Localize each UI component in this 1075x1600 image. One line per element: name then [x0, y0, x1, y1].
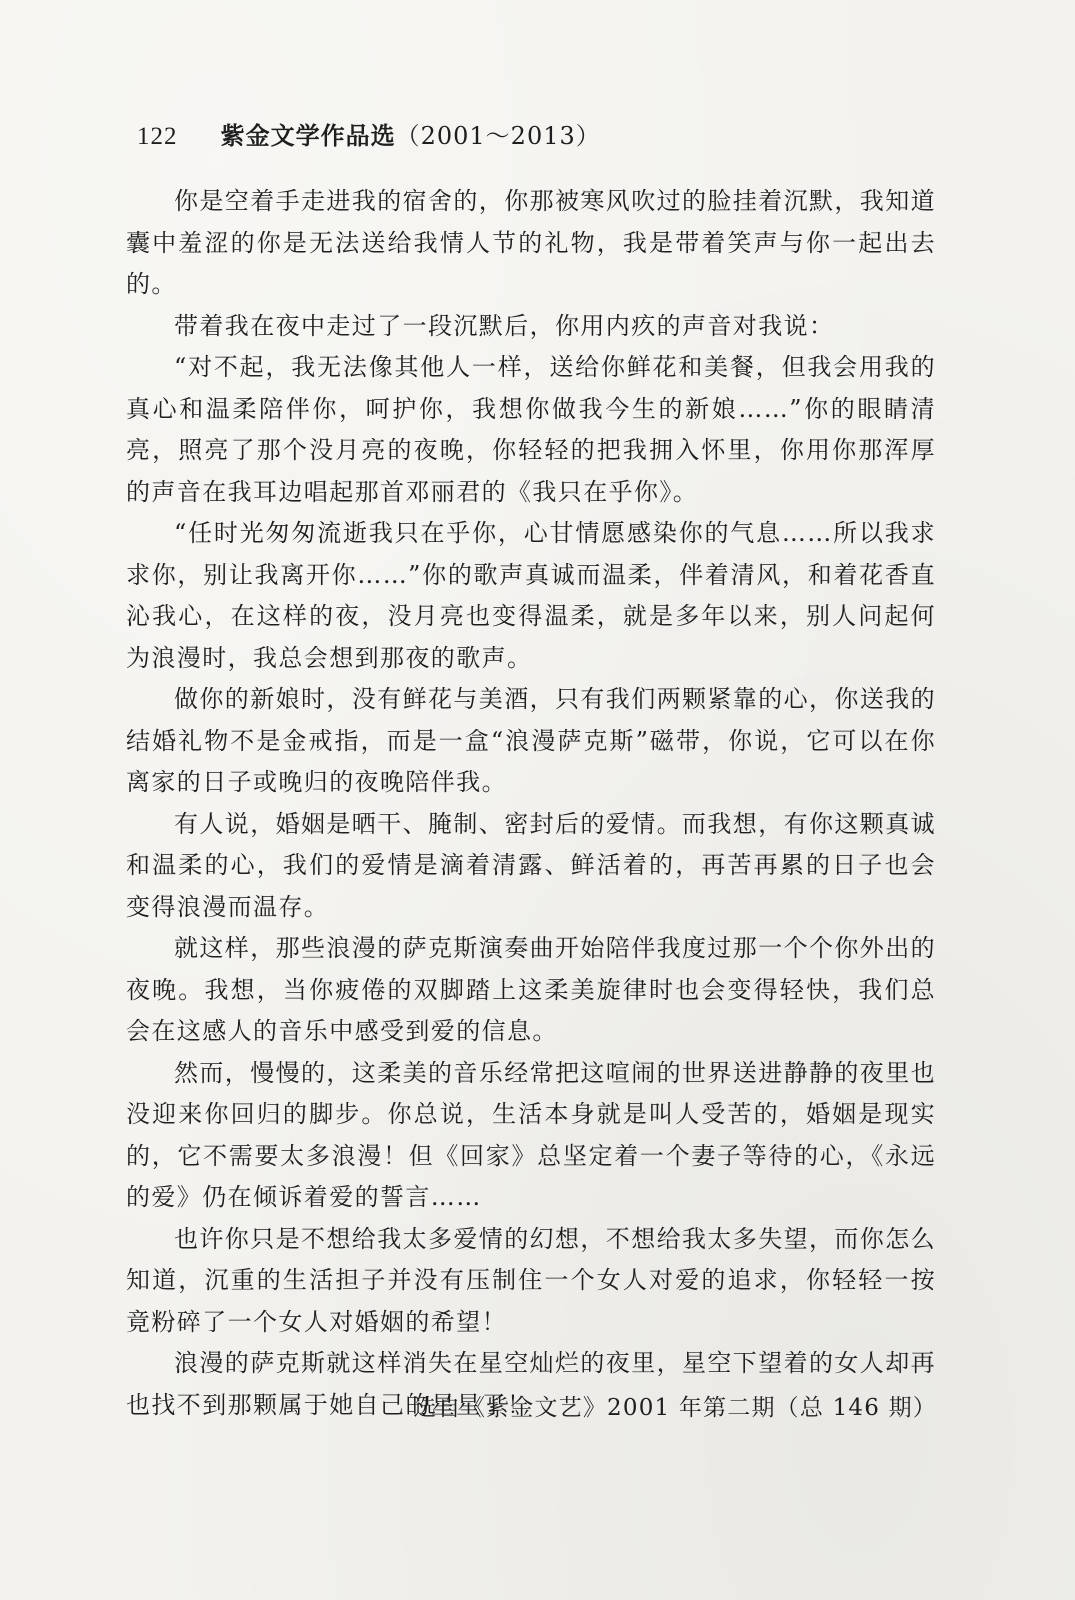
page-number: 122 [137, 123, 178, 150]
paragraph: 有人说，婚姻是晒干、腌制、密封后的爱情。而我想，有你这颗真诚和温柔的心，我们的爱情是滴着清露、鲜活着的，再苦再累的日子也会变得浪漫而温存。 [126, 809, 936, 921]
paragraph: “任时光匆匆流逝我只在乎你，心甘情愿感染你的气息……所以我求求你，别让我离开你……”你的歌声真诚而温柔，伴着清风，和着花香直沁我心，在这样的夜，没月亮也变得温柔，就是多年以来，别人问起何为浪漫时，我总会想到那夜的歌声。 [126, 519, 936, 672]
paragraph: 带着我在夜中走过了一段沉默后，你用内疚的声音对我说： [174, 311, 835, 340]
book-years: （2001～2013） [395, 122, 601, 150]
book-title-text: 紫金文学作品选 [220, 121, 396, 150]
source-citation: 选自《紫金文艺》2001 年第二期（总 146 期） [413, 1395, 937, 1421]
paragraph: 做你的新娘时，没有鲜花与美酒，只有我们两颗紧靠的心，你送我的结婚礼物不是金戒指，而是一盒“浪漫萨克斯”磁带，你说，它可以在你离家的日子或晚归的夜晚陪伴我。 [126, 685, 936, 796]
book-title [221, 121, 601, 150]
paragraph: 你是空着手走进我的宿舍的，你那被寒风吹过的脸挂着沉默，我知道囊中羞涩的你是无法送给我情人节的礼物，我是带着笑声与你一起出去的。 [126, 187, 936, 298]
paragraph: “对不起，我无法像其他人一样，送给你鲜花和美餐，但我会用我的真心和温柔陪伴你，呵护你，我想你做我今生的新娘……”你的眼睛清亮，照亮了那个没月亮的夜晚，你轻轻的把我拥入怀里，你用你那浑厚的声音在我耳边唱起那首邓丽君的《我只在乎你》。 [126, 353, 936, 506]
paragraph: 就这样，那些浪漫的萨克斯演奏曲开始陪伴我度过那一个个你外出的夜晚。我想，当你疲倦的双脚踏上这柔美旋律时也会变得轻快，我们总会在这感人的音乐中感受到爱的信息。 [126, 934, 936, 1045]
paragraph: 也许你只是不想给我太多爱情的幻想，不想给我太多失望，而你怎么知道，沉重的生活担子并没有压制住一个女人对爱的追求，你轻轻一按竟粉碎了一个女人对婚姻的希望！ [126, 1224, 936, 1336]
running-header [137, 116, 957, 156]
paragraph: 浪漫的萨克斯就这样消失在星空灿烂的夜里，星空下望着的女人却再也找不到那颗属于她自己的星星了！ [126, 1349, 936, 1419]
article-body [126, 181, 936, 1426]
paragraph: 然而，慢慢的，这柔美的音乐经常把这喧闹的世界送进静静的夜里也没迎来你回归的脚步。你总说，生活本身就是叫人受苦的，婚姻是现实的，它不需要太多浪漫！但《回家》总坚定着一个妻子等待的心，《永远的爱》仍在倾诉着爱的誓言…… [126, 1058, 936, 1211]
